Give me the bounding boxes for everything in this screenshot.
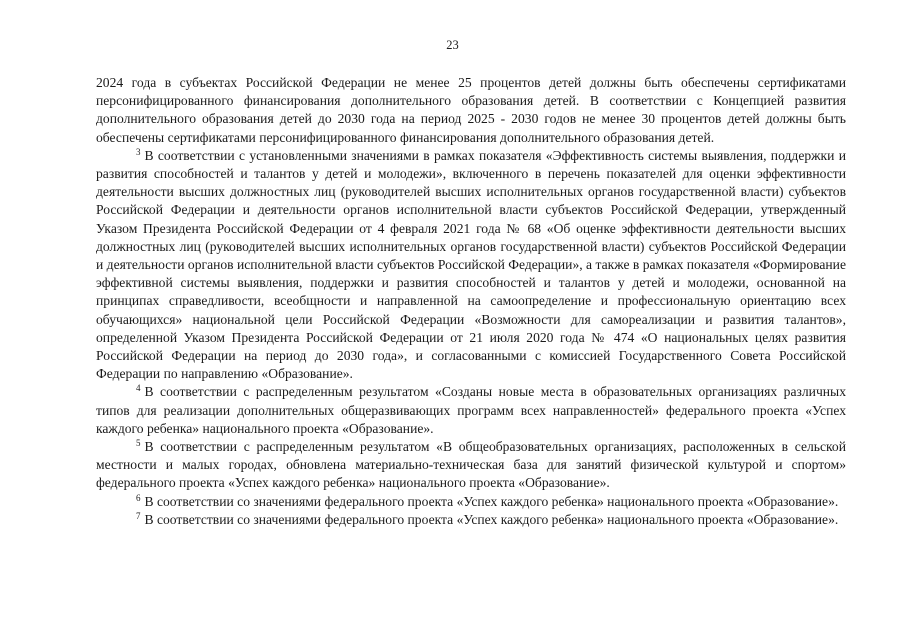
footnote-text: В соответствии со значениями федерального проекта «Успех каждого ребенка» национального проекта «Образование». [144,493,839,509]
footnote-marker: 7 [136,510,141,521]
continuation-paragraph: 2024 года в субъектах Российской Федерации не менее 25 процентов детей должны быть обеспечены сертификатами персонифицированного финансирования дополнительного образования детей. В соответствии с Концепцией развития дополнительного образования детей до 2030 года на период 2025 - 2030 годов не менее 30 процентов детей должны быть обеспечены сертификатами персонифицированного финансирования дополнительного образования детей. [96,75,846,145]
footnote-text: В соответствии со значениями федерального проекта «Успех каждого ребенка» национального проекта «Образование». [144,511,839,527]
footnote-text: В соответствии с установленными значениями в рамках показателя «Эффективность системы выявления, поддержки и развития способностей и талантов у детей и молодежи», включенного в перечень показателей для оценки эффективности деятельности высших должностных лиц (руководителей высших исполнительных органов государственной власти) субъектов Российской Федерации и деятельности органов исполнительной власти субъектов Российской Федерации, утвержденный Указом Президента Российской Федерации от 4 февраля 2021 года № 68 «Об оценке эффективности деятельности высших должностных лиц (руководителей высших исполнительных органов государственной власти) субъектов Российской Федерации и деятельности органов исполнительной власти субъектов Российской Федерации», а также в рамках показателя «Формирование эффективной системы выявления, поддержки и развития способностей и талантов у детей и молодежи, основанной на принципах справедливости, всеобщности и направленной на самоопределение и профессиональную ориентацию всех обучающихся» национальной цели Российской Федерации «Возможности для самореализации и развития талантов», определенной Указом Президента Российской Федерации от 21 июля 2020 года № 474 «О национальных целях развития Российской Федерации на период до 2030 года», и согласованными с комиссией Государственного Совета Российской Федерации по направлению «Образование». [96,147,846,382]
footnote-marker: 6 [136,492,141,503]
footnote-text: В соответствии с распределенным результатом «В общеобразовательных организациях, расположенных в сельской местности и малых городах, обновлена материально-техническая база для занятий физической культурой и спортом» федерального проекта «Успех каждого ребенка» национального проекта «Образование». [96,439,846,491]
footnote-4 [96,383,846,438]
footnote-marker: 4 [136,383,141,394]
footnote-7 [96,511,846,529]
page-number: 23 [446,38,459,52]
footnote-5 [96,438,846,493]
footnote-6 [96,493,846,511]
footnotes-section [96,74,846,529]
footnote-text: В соответствии с распределенным результатом «Созданы новые места в образовательных организациях различных типов для реализации дополнительных общеразвивающих программ всех направленностей» федерального проекта «Успех каждого ребенка» национального проекта «Образование». [96,384,846,436]
footnote-marker: 3 [136,146,141,157]
footnote-3 [96,147,846,384]
footnote-marker: 5 [136,438,141,449]
